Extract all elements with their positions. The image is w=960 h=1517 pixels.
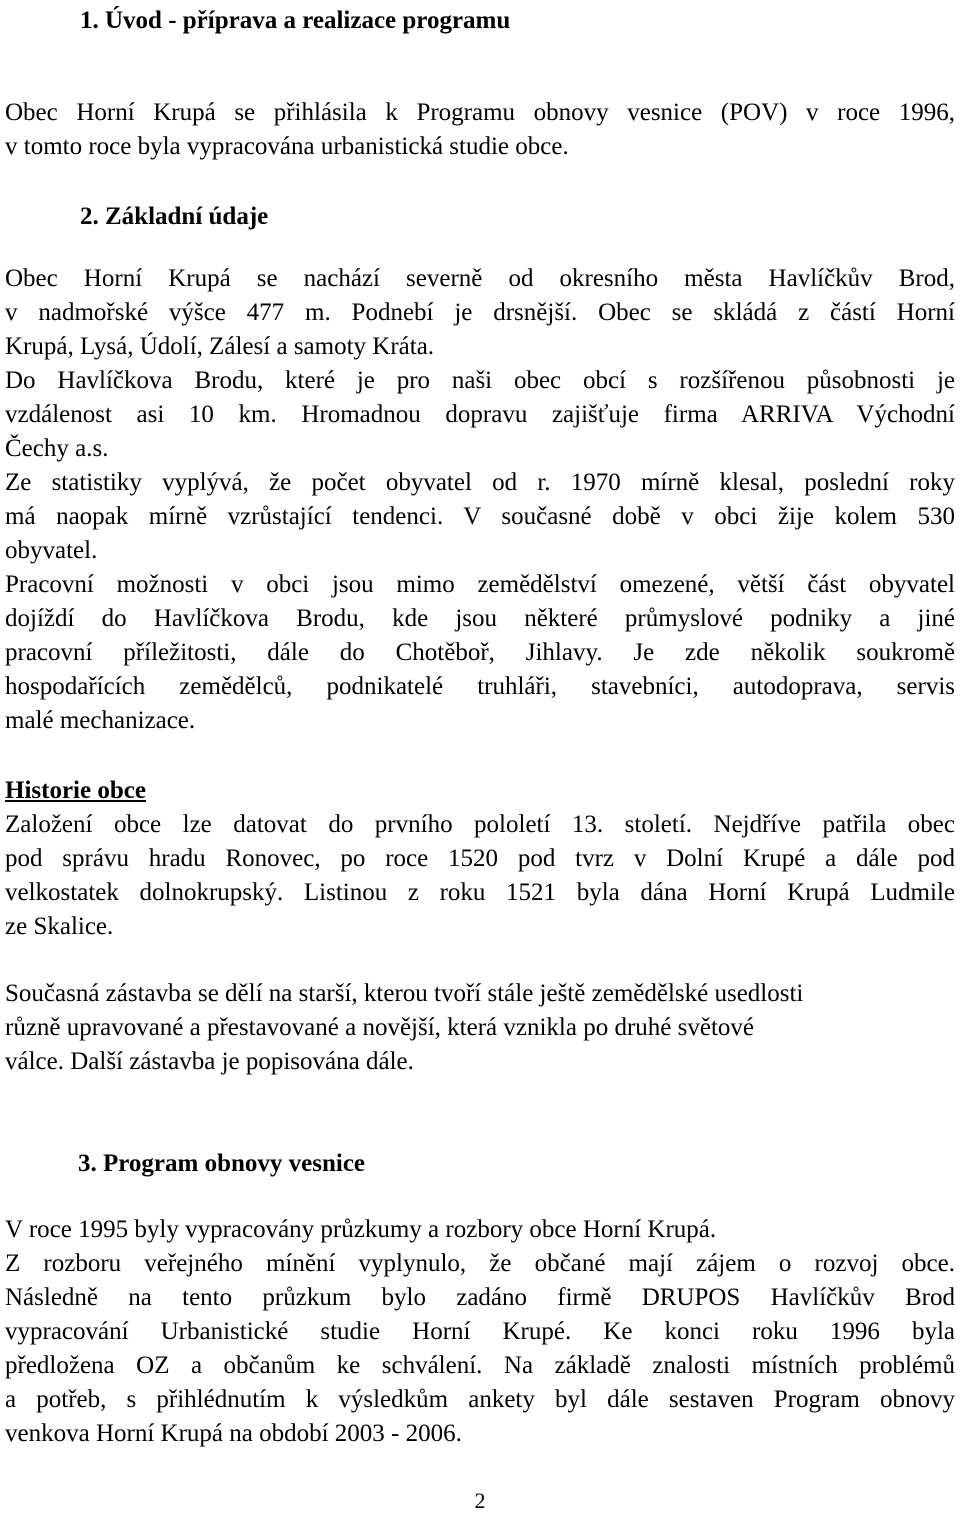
text-line: Obec Horní Krupá se nachází severně od okresního města Havlíčkův Brod, [5, 265, 955, 292]
text-line: v nadmořské výšce 477 m. Podnebí je drsnější. Obec se skládá z částí Horní [5, 299, 955, 326]
text-line: malé mechanizace. [5, 707, 196, 734]
text-line: Obec Horní Krupá se přihlásila k Programu obnovy vesnice (POV) v roce 1996, [5, 99, 955, 126]
text-line: Současná zástavba se dělí na starší, kterou tvoří stále ještě zemědělské usedlosti [5, 980, 804, 1007]
page-number: 2 [474, 1488, 486, 1513]
text-line: Krupá, Lysá, Údolí, Zálesí a samoty Kráta. [5, 333, 435, 360]
section-1-paragraph [5, 96, 955, 164]
text-line: dojíždí do Havlíčkova Brodu, kde jsou některé průmyslové podniky a jiné [5, 605, 955, 632]
text-line: a potřeb, s přihlédnutím k výsledkům ankety byl dále sestaven Program obnovy [5, 1386, 955, 1413]
text-line: velkostatek dolnokrupský. Listinou z roku 1521 byla dána Horní Krupá Ludmile [5, 879, 955, 906]
text-line: Čechy a.s. [5, 435, 109, 462]
text-line: ze Skalice. [5, 913, 114, 940]
text-line: vzdálenost asi 10 km. Hromadnou dopravu zajišťuje firma ARRIVA Východní [5, 401, 955, 428]
history-paragraph-1 [5, 808, 955, 944]
text-line: Založení obce lze datovat do prvního pololetí 13. století. Nejdříve patřila obec [5, 811, 955, 838]
section-2-heading: 2. Základní údaje [80, 203, 269, 230]
text-line: obyvatel. [5, 537, 98, 564]
history-heading: Historie obce [5, 777, 146, 804]
text-line: Ze statistiky vyplývá, že počet obyvatel od r. 1970 mírně klesal, poslední roky [5, 469, 955, 496]
text-line: v tomto roce byla vypracována urbanistická studie obce. [5, 133, 569, 160]
text-line: pod správu hradu Ronovec, po roce 1520 pod tvrz v Dolní Krupé a dále pod [5, 845, 955, 872]
text-line: pracovní příležitosti, dále do Chotěboř, Jihlavy. Je zde několik soukromě [5, 639, 955, 666]
section-2-paragraph [5, 262, 955, 738]
text-line: různě upravované a přestavované a novější, která vznikla po druhé světové [5, 1014, 755, 1041]
text-line: Z rozboru veřejného mínění vyplynulo, že občané mají zájem o rozvoj obce. [5, 1250, 955, 1277]
text-line: Pracovní možnosti v obci jsou mimo zemědělství omezené, větší část obyvatel [5, 571, 955, 598]
text-line: má naopak mírně vzrůstající tendenci. V současné době v obci žije kolem 530 [5, 503, 955, 530]
section-1-heading: 1. Úvod - příprava a realizace programu [80, 7, 511, 34]
text-line: Do Havlíčkova Brodu, které je pro naši obec obcí s rozšířenou působnosti je [5, 367, 955, 394]
text-line: předložena OZ a občanům ke schválení. Na základě znalosti místních problémů [5, 1352, 955, 1379]
text-line: válce. Další zástavba je popisována dále. [5, 1048, 414, 1075]
text-line: Následně na tento průzkum bylo zadáno firmě DRUPOS Havlíčkův Brod [5, 1284, 955, 1311]
text-line: hospodařících zemědělců, podnikatelé truhláři, stavebníci, autodoprava, servis [5, 673, 955, 700]
text-line: V roce 1995 byly vypracovány průzkumy a rozbory obce Horní Krupá. [5, 1216, 717, 1243]
section-3-heading: 3. Program obnovy vesnice [78, 1150, 366, 1177]
text-line: venkova Horní Krupá na období 2003 - 2006. [5, 1420, 462, 1447]
history-paragraph-2 [5, 977, 955, 1079]
text-line: vypracování Urbanistické studie Horní Krupé. Ke konci roku 1996 byla [5, 1318, 955, 1345]
section-3-paragraph [5, 1213, 955, 1451]
